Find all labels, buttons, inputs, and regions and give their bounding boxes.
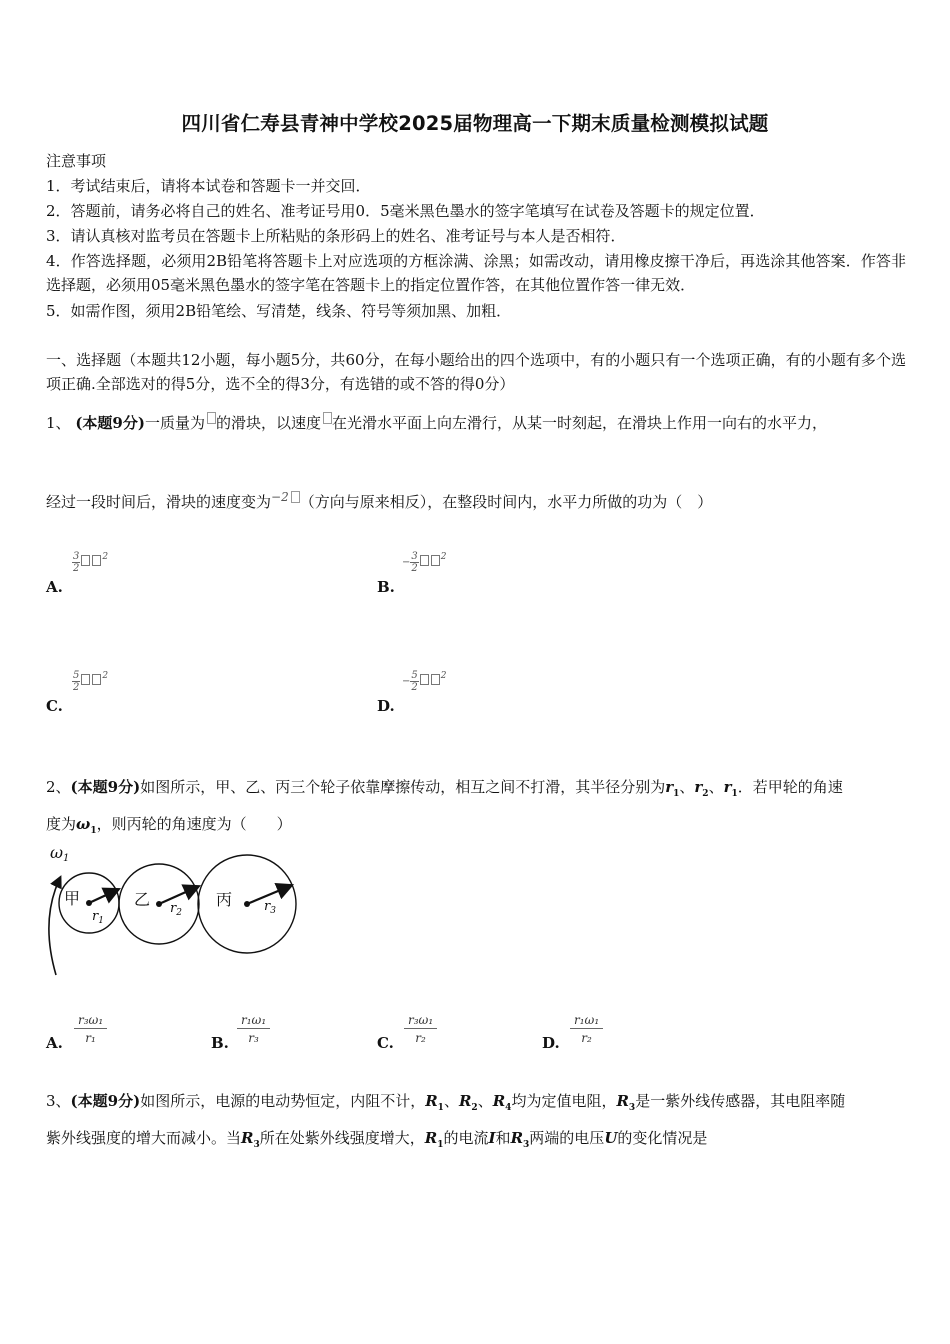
q2-option-a[interactable]: A. (46, 1034, 63, 1052)
q2-option-a-formula: r₃ω₁ r₁ (74, 1012, 107, 1047)
q2-score: (本题9分) (70, 778, 141, 796)
wheel-yi-label: 乙 (134, 890, 151, 909)
placeholder-glyph (323, 412, 332, 424)
notice-item-5: 5．如需作图，须用2B铅笔绘、写清楚，线条、符号等须加黑、加粗． (46, 302, 512, 320)
q3-stem-line1: 3、(本题9分)如图所示，电源的电动势恒定，内阻不计，$R_1$、$R_2$、$R_4$均为定值电阻，$R_3$是一紫外线传感器，其电阻率随 (46, 1092, 846, 1113)
q3-score: (本题9分) (70, 1092, 141, 1110)
q1-option-d[interactable]: D. (377, 697, 395, 715)
q2-text: ，则丙轮的角速度为（ ） (96, 815, 292, 833)
notice-item-1: 1．考试结束后，请将本试卷和答题卡一并交回． (46, 177, 371, 195)
q2-option-d[interactable]: D. (542, 1034, 560, 1052)
q1-option-b-formula: − $\frac{3}{2}$ 2 (402, 551, 447, 574)
q1-option-d-formula: − $\frac{5}{2}$ 2 (402, 670, 447, 693)
q2-option-d-formula: r₁ω₁ r₂ (570, 1012, 603, 1047)
r2-label: $r_2$ (170, 901, 182, 918)
q1-option-a[interactable]: A. (46, 578, 63, 596)
notice-item-3: 3．请认真核对监考员在答题卡上所粘贴的条形码上的姓名、准考证号与本人是否相符． (46, 227, 626, 245)
section-heading: 一、选择题（本题共12小题，每小题5分，共60分，在每小题给出的四个选项中，有的小题只有一个选项正确，有的小题有多个选项正确.全部选对的得5分，选不全的得3分，有选错的或不答的得0分） (46, 351, 906, 393)
q1-stem-line1 (46, 411, 827, 435)
notice-item-4: 4．作答选择题，必须用2B铅笔将答题卡上对应选项的方框涂满、涂黑；如需改动，请用橡皮擦干净后，再选涂其他答案．作答非选择题，必须用05毫米黑色墨水的签字笔在答题卡上的指定位置作答，在其他位置作答一律无效． (46, 252, 906, 294)
placeholder-glyph (207, 412, 216, 424)
q2-stem-line2: 度为$\omega_1$，则丙轮的角速度为（ ） (46, 815, 292, 836)
q1-score: (本题9分) (75, 414, 145, 432)
wheel-bing-label: 丙 (216, 890, 233, 909)
q1-option-a-formula: $\frac{3}{2}$ 2 (73, 551, 109, 574)
r1-label: $r_1$ (92, 909, 104, 926)
q2-stem-line1: 2、(本题9分)如图所示，甲、乙、丙三个轮子依靠摩擦传动，相互之间不打滑，其半径分别为$r_1$、$r_2$、$r_1$．若甲轮的角速 (46, 778, 843, 799)
q1-option-c[interactable]: C. (46, 697, 63, 715)
q1-option-c-formula: $\frac{5}{2}$ 2 (73, 670, 109, 693)
q2-text: ．若甲轮的角速 (737, 778, 843, 796)
q3-number: 3、 (46, 1092, 71, 1110)
notice-item-2: 2．答题前，请务必将自己的姓名、准考证号用0．5毫米黑色墨水的签字笔填写在试卷及答题卡的规定位置． (46, 202, 765, 220)
q2-text: 度为 (46, 815, 77, 833)
q2-number: 2、 (46, 778, 71, 796)
q2-option-b-formula: r₁ω₁ r₃ (237, 1012, 270, 1047)
rotation-arrow (49, 878, 60, 975)
q1-text: 一质量为 (144, 414, 205, 432)
q2-option-c-formula: r₃ω₁ r₂ (404, 1012, 437, 1047)
q3-stem-line2: 紫外线强度的增大而减小。当$R_3$所在处紫外线强度增大，$R_1$的电流I和$R_3$两端的电压U的变化情况是 (46, 1129, 708, 1150)
page-title: 四川省仁寿县青神中学校2025届物理高一下期末质量检测模拟试题 (181, 112, 769, 135)
q1-text: （方向与原来相反），在整段时间内，水平力所做的功为（ ） (299, 493, 713, 511)
q1-option-b[interactable]: B. (377, 578, 395, 596)
r3-label: $r_3$ (264, 899, 276, 916)
notice-heading: 注意事项 (46, 152, 107, 170)
omega-label: ω1 (50, 843, 70, 864)
q2-text: 如图所示，甲、乙、丙三个轮子依靠摩擦传动，相互之间不打滑，其半径分别为 (140, 778, 666, 796)
q2-option-b[interactable]: B. (211, 1034, 229, 1052)
wheel-jia-label: 甲 (64, 889, 81, 908)
q1-text: 经过一段时间后，滑块的速度变为 (46, 493, 272, 511)
q1-text: 的滑块，以速度 (215, 414, 321, 432)
q1-text: 在光滑水平面上向左滑行，从某一时刻起，在滑块上作用一向右的水平力， (332, 414, 828, 432)
q2-option-c[interactable]: C. (377, 1034, 394, 1052)
q1-number: 1、 (46, 414, 71, 432)
q1-velocity: −2 (271, 490, 289, 504)
placeholder-glyph (291, 491, 300, 503)
wheels-figure (40, 840, 310, 985)
q1-stem-line2 (46, 485, 712, 514)
